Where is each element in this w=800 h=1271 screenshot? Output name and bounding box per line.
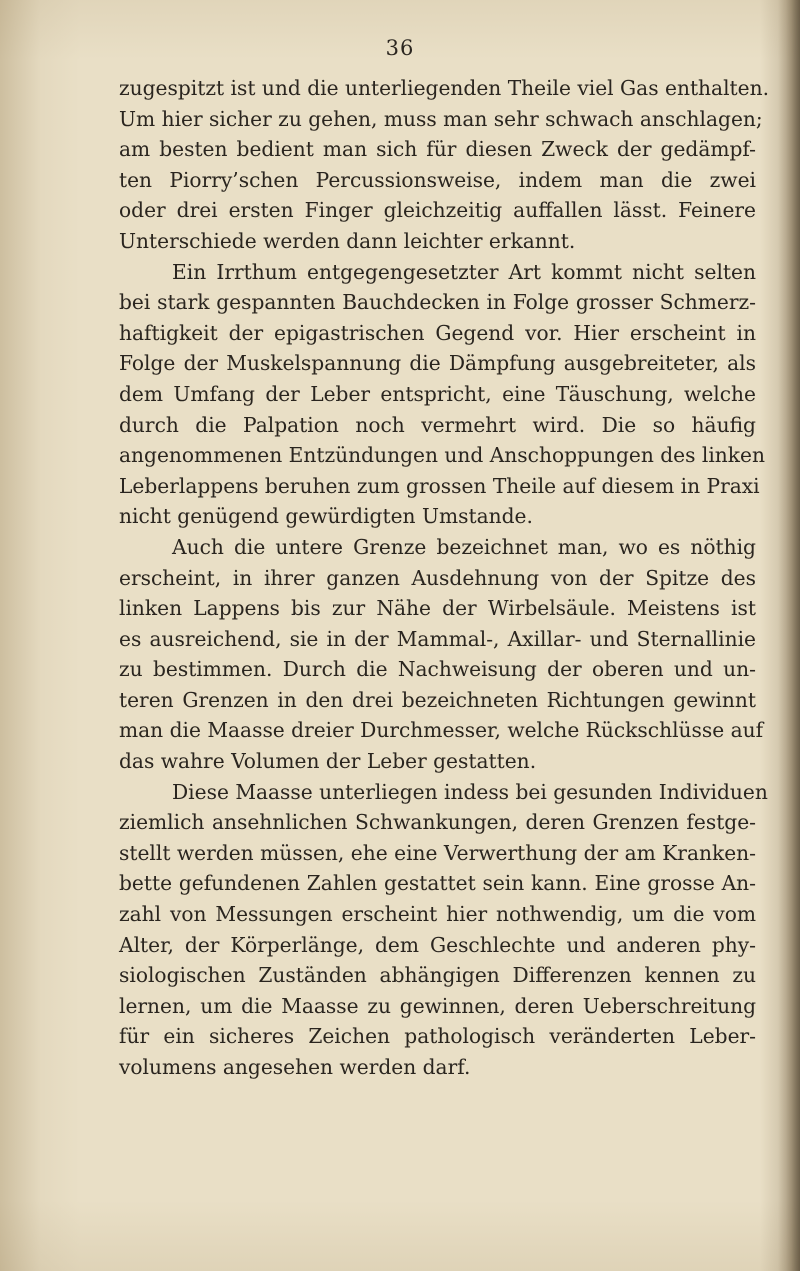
text-line: zahl von Messungen erscheint hier nothwendig, um die vom (119, 902, 756, 927)
text-line: ziemlich ansehnlichen Schwankungen, deren Grenzen festge- (119, 810, 756, 835)
paragraph-4 (119, 777, 768, 1083)
text-line: erscheint, in ihrer ganzen Ausdehnung von der Spitze des (119, 565, 756, 590)
text-line: Folge der Muskelspannung die Dämpfung ausgebreiteter, als (119, 351, 756, 376)
text-line: zu bestimmen. Durch die Nachweisung der oberen und un- (119, 657, 756, 682)
text-line: oder drei ersten Finger gleichzeitig auffallen lässt. Feinere (119, 198, 756, 223)
page-number: 36 (385, 36, 415, 60)
text-line: siologischen Zuständen abhängigen Differenzen kennen zu (119, 963, 756, 988)
paragraph-2 (119, 257, 765, 532)
text-line: bette gefundenen Zahlen gestattet sein kann. Eine grosse An- (119, 871, 756, 896)
text-line: dem Umfang der Leber entspricht, eine Täuschung, welche (119, 381, 756, 406)
text-line: Auch die untere Grenze bezeichnet man, wo es nöthig (172, 534, 756, 559)
body-text (119, 73, 770, 1083)
text-line: stellt werden müssen, ehe eine Verwerthung der am Kranken- (119, 840, 756, 865)
text-line: lernen, um die Maasse zu gewinnen, deren Ueberschreitung (119, 993, 756, 1018)
text-line: angenommenen Entzündungen und Anschoppungen des linken (119, 443, 765, 468)
text-line: es ausreichend, sie in der Mammal-, Axillar- und Sternallinie (119, 626, 756, 651)
text-line: linken Lappens bis zur Nähe der Wirbelsäule. Meistens ist (119, 596, 756, 621)
paragraph-3 (119, 532, 764, 777)
page-edge-shadow (778, 0, 800, 1271)
text-line: Um hier sicher zu gehen, muss man sehr schwach anschlagen; (119, 106, 763, 131)
text-line: bei stark gespannten Bauchdecken in Folge grosser Schmerz- (119, 290, 756, 315)
text-line: nicht genügend gewürdigten Umstande. (119, 504, 533, 529)
text-line: Ein Irrthum entgegengesetzter Art kommt nicht selten (172, 259, 756, 284)
text-line: man die Maasse dreier Durchmesser, welche Rückschlüsse auf (119, 718, 764, 743)
paragraph-1 (119, 73, 770, 257)
text-line: Diese Maasse unterliegen indess bei gesunden Individuen (172, 779, 768, 804)
text-line: durch die Palpation noch vermehrt wird. Die so häufig (119, 412, 756, 437)
text-line: Leberlappens beruhen zum grossen Theile auf diesem in Praxi (119, 473, 760, 498)
text-line: teren Grenzen in den drei bezeichneten Richtungen gewinnt (119, 687, 756, 712)
text-line: das wahre Volumen der Leber gestatten. (119, 749, 537, 774)
text-line: haftigkeit der epigastrischen Gegend vor. Hier erscheint in (119, 320, 756, 345)
text-line: für ein sicheres Zeichen pathologisch veränderten Leber- (119, 1024, 756, 1049)
text-line: Unterschiede werden dann leichter erkannt. (119, 228, 576, 253)
text-line: Alter, der Körperlänge, dem Geschlechte und anderen phy- (119, 932, 756, 957)
text-line: ten Piorry’schen Percussionsweise, indem man die zwei (119, 167, 756, 192)
text-line: zugespitzt ist und die unterliegenden Theile viel Gas enthalten. (119, 76, 770, 100)
text-line: volumens angesehen werden darf. (119, 1055, 471, 1079)
text-line: am besten bedient man sich für diesen Zweck der gedämpf- (119, 137, 756, 162)
